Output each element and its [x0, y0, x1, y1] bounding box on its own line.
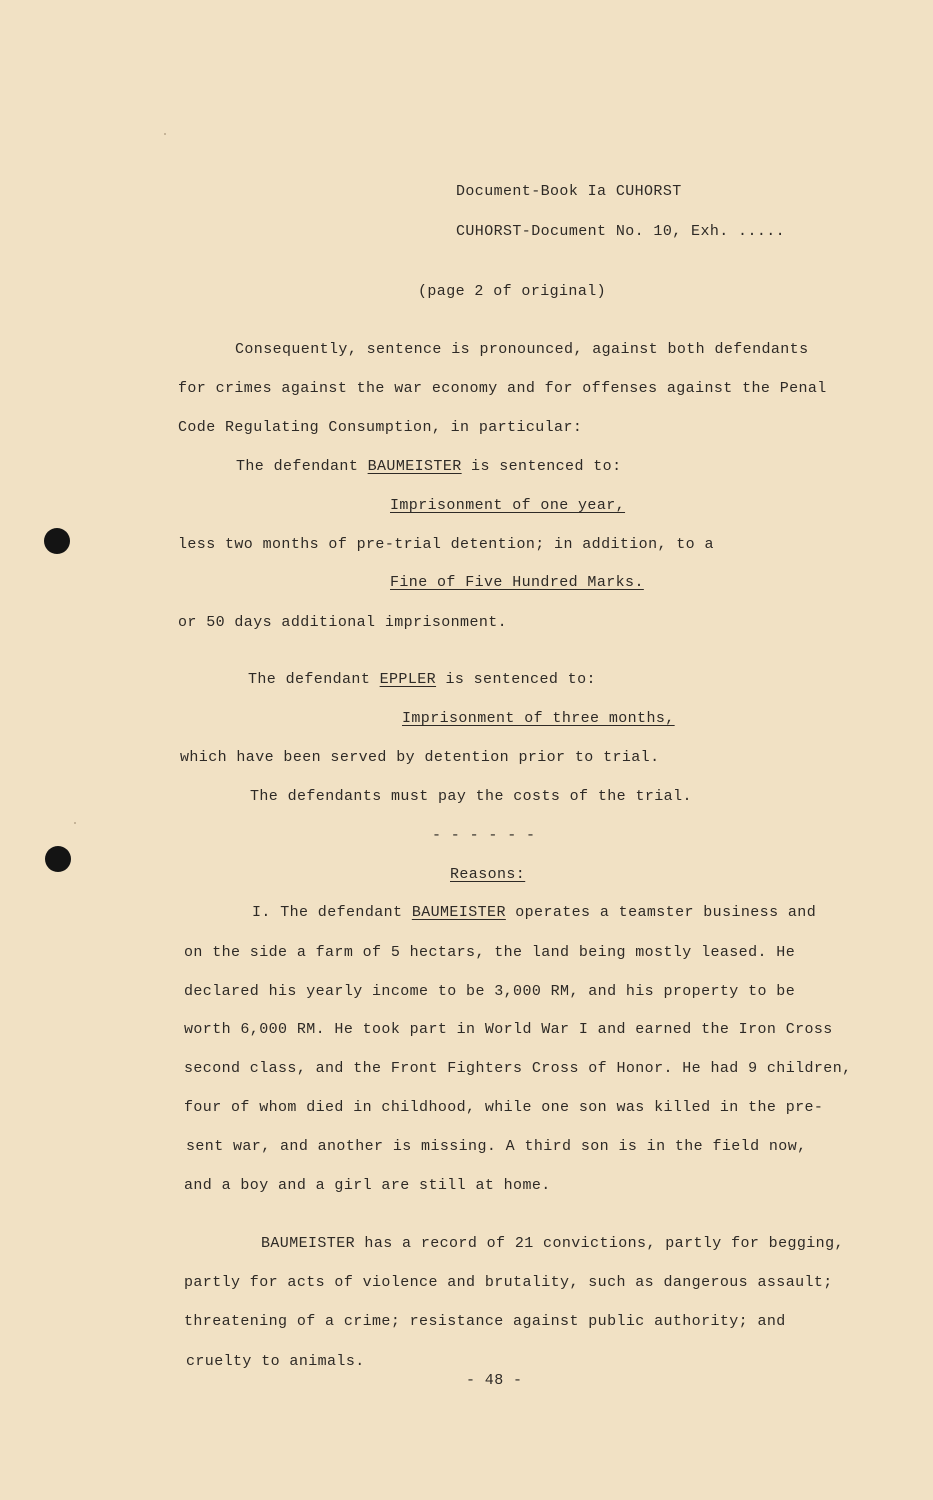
defendant-1-prefix: The defendant — [236, 458, 368, 475]
paper-speck — [74, 822, 76, 824]
page-of-original-label: (page 2 of original) — [418, 283, 607, 300]
paragraph-line: and a boy and a girl are still at home. — [184, 1177, 551, 1194]
paragraph-line: worth 6,000 RM. He took part in World War I and earned the Iron Cross — [184, 1021, 833, 1038]
paper-speck — [164, 133, 166, 135]
defendant-1-sentence: Imprisonment of one year, — [390, 497, 626, 514]
defendant-1-fine: Fine of Five Hundred Marks. — [390, 574, 644, 591]
reason-1-first-line — [252, 904, 816, 922]
paragraph-line: on the side a farm of 5 hectars, the land being mostly leased. He — [184, 944, 796, 961]
paragraph-line: Code Regulating Consumption, in particular: — [178, 419, 583, 436]
paragraph-line: for crimes against the war economy and for offenses against the Penal — [178, 380, 827, 397]
paragraph-line: cruelty to animals. — [186, 1353, 365, 1370]
defendant-2-suffix: is sentenced to: — [436, 671, 596, 688]
costs-line: The defendants must pay the costs of the trial. — [250, 788, 692, 805]
page-number: - 48 - — [466, 1372, 523, 1389]
punch-hole-top — [44, 528, 70, 554]
reason-1-name: BAUMEISTER — [411, 904, 506, 921]
document-book-label: Document-Book Ia CUHORST — [456, 183, 682, 200]
paragraph-line: or 50 days additional imprisonment. — [178, 614, 508, 631]
paragraph-line: declared his yearly income to be 3,000 RM, and his property to be — [184, 983, 796, 1000]
paragraph-line: second class, and the Front Fighters Cross of Honor. He had 9 children, — [184, 1060, 852, 1077]
reason-1-suffix: operates a teamster business and — [505, 904, 817, 921]
paragraph-line: less two months of pre-trial detention; in addition, to a — [178, 536, 714, 553]
reason-1-prefix: I. The defendant — [252, 904, 412, 921]
defendant-2-name: EPPLER — [379, 671, 437, 688]
document-number-label: CUHORST-Document No. 10, Exh. ..... — [456, 223, 786, 240]
paragraph-line: four of whom died in childhood, while one son was killed in the pre- — [184, 1099, 824, 1116]
reasons-heading: Reasons: — [450, 866, 526, 883]
section-divider: - - - - - - — [432, 827, 536, 844]
defendant-1-line — [236, 458, 621, 476]
defendant-2-prefix: The defendant — [248, 671, 380, 688]
punch-hole-bottom — [45, 846, 71, 872]
paragraph-line: Consequently, sentence is pronounced, against both defendants — [235, 341, 809, 358]
paragraph-line: BAUMEISTER has a record of 21 convictions, partly for begging, — [261, 1235, 844, 1252]
paragraph-line: sent war, and another is missing. A third son is in the field now, — [186, 1138, 807, 1155]
paragraph-line: threatening of a crime; resistance against public authority; and — [184, 1313, 786, 1330]
defendant-2-sentence: Imprisonment of three months, — [402, 710, 675, 727]
defendant-1-suffix: is sentenced to: — [461, 458, 622, 475]
defendant-1-name: BAUMEISTER — [367, 458, 462, 475]
paragraph-line: partly for acts of violence and brutality, such as dangerous assault; — [184, 1274, 833, 1291]
paragraph-line: which have been served by detention prior to trial. — [180, 749, 660, 766]
defendant-2-line — [248, 671, 596, 689]
